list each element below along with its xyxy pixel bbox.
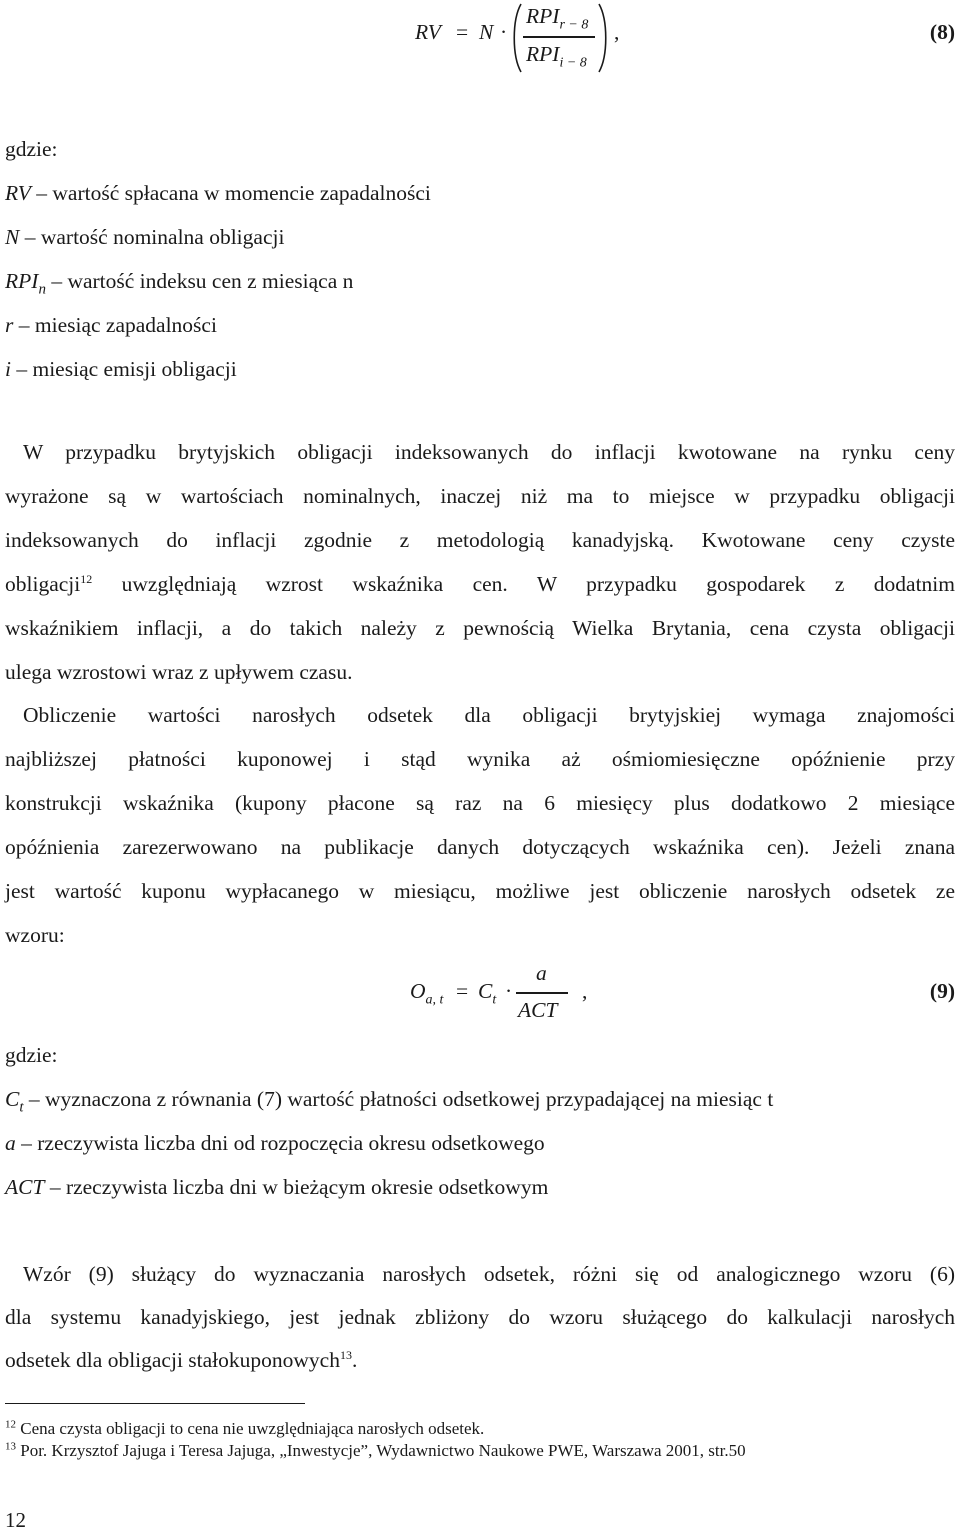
footnote-separator [5, 1403, 305, 1404]
formula-8-equals: = [456, 20, 469, 44]
formula-9-comma: , [582, 979, 588, 1003]
formula-8-comma: , [614, 20, 620, 44]
paragraph-line: Obliczenie wartości narosłych odsetek dla obligacji brytyjskiej wymaga znajomości [23, 703, 955, 727]
footnote-ref-13[interactable]: 13 [339, 1347, 352, 1362]
paragraph-line: wyrażone są w wartościach nominalnych, inaczej niż ma to miejsce w przypadku obligacji [5, 484, 955, 508]
definition-item: r – miesiąc zapadalności [5, 313, 217, 337]
gdzie-label: gdzie: [5, 137, 58, 161]
equation-number-8: (8) [929, 20, 955, 44]
definition-item: N – wartość nominalna obligacji [5, 225, 285, 249]
equation-number-9: (9) [929, 979, 955, 1003]
gdzie-label: gdzie: [5, 1043, 58, 1067]
formula-9-c: $C_t$ [478, 979, 497, 1008]
paragraph-line: wzoru: [5, 923, 65, 947]
left-parenthesis [509, 2, 523, 74]
formula-9-numerator: a [536, 961, 547, 985]
formula-8-lhs: RV [415, 20, 441, 44]
definition-item: $C_t$ – wyznaczona z równania (7) wartość płatności odsetkowej przypadającej na miesiąc t [5, 1087, 774, 1116]
definitions-1 [5, 127, 955, 391]
formula-8-denominator: $RPI_{i - 8}$ [526, 42, 587, 71]
definitions-2 [5, 1033, 955, 1209]
formula-8-dot: · [500, 20, 508, 44]
formula-9 [0, 955, 960, 1035]
paragraph-line: W przypadku brytyjskich obligacji indeksowanych do inflacji kwotowane na rynku ceny [23, 440, 955, 464]
paragraph-line: jest wartość kuponu wypłacanego w miesiącu, możliwe jest obliczenie narosłych odsetek ze [5, 879, 955, 903]
formula-8-numerator: $RPI_{r - 8}$ [526, 4, 589, 33]
formula-8-nominal: N [479, 20, 494, 44]
footnote-13: $^{13}$ Por. Krzysztof Jajuga i Teresa Jajuga, „Inwestycje”, Wydawnictwo Naukowe PWE, Warszawa 2001, str.50 [5, 1440, 746, 1460]
paragraph-line: wskaźnikiem inflacji, a do takich należy z pewnością Wielka Brytania, cena czysta obligacji [5, 616, 955, 640]
right-parenthesis [597, 2, 611, 74]
definition-item: ACT – rzeczywista liczba dni w bieżącym okresie odsetkowym [5, 1175, 549, 1199]
page-number: 12 [5, 1508, 26, 1532]
formula-9-denominator: ACT [518, 998, 558, 1022]
definition-item: RV – wartość spłacana w momencie zapadalności [5, 181, 431, 205]
formula-9-dot: · [505, 979, 513, 1003]
paragraph-line: Wzór (9) służący do wyznaczania narosłych odsetek, różni się od analogicznego wzoru (6) [23, 1262, 955, 1286]
footnote-12: $^{12}$ Cena czysta obligacji to cena nie uwzględniająca narosłych odsetek. [5, 1418, 485, 1438]
paragraph-line: najbliższej płatności kuponowej i stąd wynika aż ośmiomiesięczne opóźnienie przy [5, 747, 955, 771]
paragraph-line: dla systemu kanadyjskiego, jest jednak zbliżony do wzoru służącego do kalkulacji narosłych [5, 1305, 955, 1329]
paragraph-line: indeksowanych do inflacji zgodnie z metodologią kanadyjską. Kwotowane ceny czyste [5, 528, 955, 552]
definition-item: a – rzeczywista liczba dni od rozpoczęcia okresu odsetkowego [5, 1131, 545, 1155]
paragraph-line: obligacji$^{12}$ uwzględniają wzrost wskaźnika cen. W przypadku gospodarek z dodatnim [5, 571, 955, 596]
paragraph-line: odsetek dla obligacji stałokuponowych$^{13}$. [5, 1347, 358, 1372]
definition-item: $RPI_n$ – wartość indeksu cen z miesiąca n [5, 269, 354, 298]
paragraph-line: konstrukcji wskaźnika (kupony płacone są raz na 6 miesięcy plus dodatkowo 2 miesiące [5, 791, 955, 815]
formula-9-equals: = [456, 979, 469, 1003]
definition-item: i – miesiąc emisji obligacji [5, 357, 237, 381]
paragraph-line: ulega wzrostowi wraz z upływem czasu. [5, 660, 353, 684]
paragraph-line: opóźnienia zarezerwowano na publikacje danych dotyczących wskaźnika cen). Jeżeli znana [5, 835, 955, 859]
fraction-bar [523, 36, 595, 38]
footnotes [5, 1418, 955, 1462]
fraction-bar [516, 992, 568, 994]
footnote-ref-12[interactable]: 12 [80, 571, 93, 586]
formula-9-o: $O_{a, t}$ [410, 979, 444, 1008]
formula-8 [0, 0, 960, 80]
